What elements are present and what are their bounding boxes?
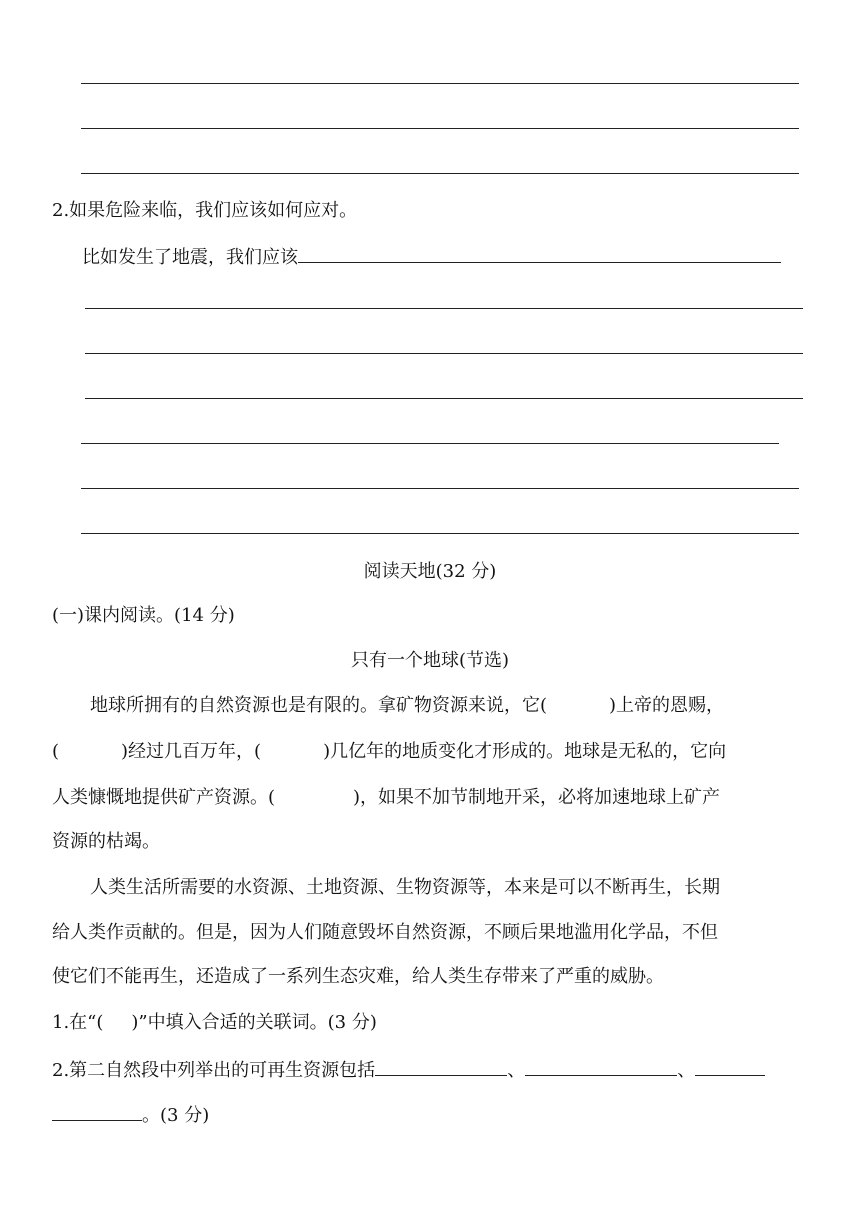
section-title: 阅读天地(32 分) [363,561,497,582]
passage-p1-line3: 人类慷慨地提供矿产资源。( )，如果不加节制地开采，必将加速地球上矿产 [52,787,721,808]
part-1-label: (一)课内阅读。(14 分) [52,605,235,626]
answer-line [81,128,799,129]
passage-title: 只有一个地球(节选) [350,650,510,671]
answer-blank[interactable] [298,242,781,263]
passage-p1-line1: 地球所拥有的自然资源也是有限的。拿矿物资源来说，它( )上帝的恩赐， [90,695,725,716]
passage-p2-line1: 人类生活所需要的水资源、土地资源、生物资源等，本来是可以不断再生，长期 [90,877,720,898]
answer-line [81,83,799,84]
question-1: 1.在“( )”中填入合适的关联词。(3 分) [52,1012,377,1033]
answer-line [85,398,803,399]
question-2-example [82,242,781,271]
passage-p2-line3: 使它们不能再生，还造成了一系列生态灾难，给人类生存带来了严重的威胁。 [52,966,664,987]
answer-line [85,308,803,309]
answer-blank[interactable] [695,1055,765,1076]
answer-blank[interactable] [525,1055,677,1076]
question-2-prompt: 2.如果危险来临，我们应该如何应对。 [52,200,358,221]
passage-p1-line2: ( )经过几百万年，( )几亿年的地质变化才形成的。地球是无私的，它向 [52,741,727,762]
answer-line [81,533,799,534]
answer-blank[interactable] [52,1100,142,1121]
answer-line [81,443,779,444]
answer-line [85,353,803,354]
passage-p1-line4: 资源的枯竭。 [52,831,160,852]
question-2: 2.第二自然段中列举出的可再生资源包括 、 、 [52,1055,765,1084]
answer-line [81,488,799,489]
example-lead-text: 比如发生了地震，我们应该 [82,247,298,268]
answer-blank[interactable] [375,1055,507,1076]
answer-line [81,173,799,174]
question-2-continuation: 。(3 分) [52,1100,209,1129]
passage-p2-line2: 给人类作贡献的。但是，因为人们随意毁坏自然资源，不顾后果地滥用化学品，不但 [52,922,718,943]
